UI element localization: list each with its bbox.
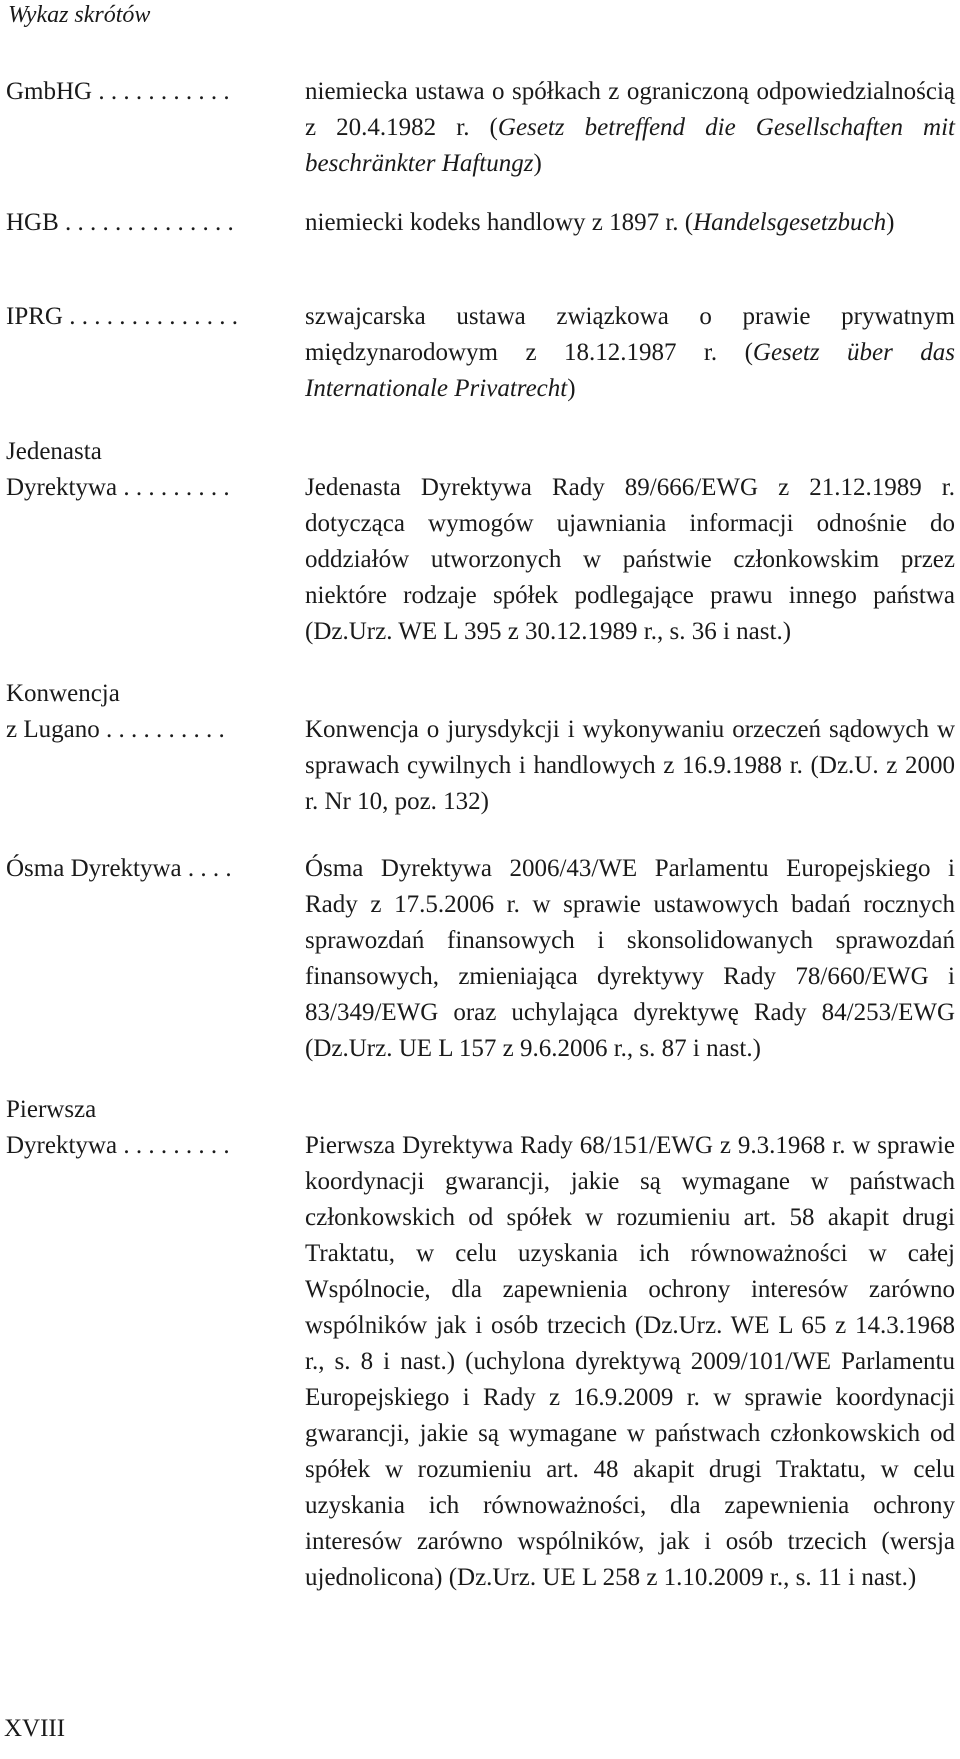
definition-text: niemiecki kodeks handlowy z 1897 r. (: [305, 209, 694, 236]
abbreviation-definition: [305, 205, 955, 241]
definition-text: Ósma Dyrektywa 2006/43/WE Parlamentu Europejskiego i Rady z 17.5.2006 r. w sprawie ustawowych badań rocznych sprawozdań finansowych i skonsolidowanych sprawozdań finansowych, zmieniająca dyrektywy Rady 78/660/EWG i 83/349/EWG oraz uchylająca dyrektywę Rady 84/253/EWG (Dz.Urz. UE L 157 z 9.6.2006 r., s. 87 i nast.): [305, 855, 955, 1062]
abbreviation-definition: [305, 74, 955, 182]
abbreviation-term: [6, 74, 278, 110]
abbreviation-definition: [305, 712, 955, 820]
term-line: HGB . . . . . . . . . . . . . .: [6, 209, 234, 236]
definition-text: Pierwsza Dyrektywa Rady 68/151/EWG z 9.3.1968 r. w sprawie koordynacji gwarancji, jakie są wymagane w państwach członkowskich od spółek w rozumieniu art. 58 akapit drugi Traktatu, w celu uzyskania ich równoważności w całej Wspólnocie, dla zapewnienia ochrony interesów zarówno wspólników jak i osób trzecich (Dz.Urz. WE L 65 z 14.3.1968 r., s. 8 i nast.) (uchylona dyrektywą 2009/101/WE Parlamentu Europejskiego i Rady z 16.9.2009 r. w sprawie koordynacji gwarancji, jakie są wymagane w państwach członkowskich od spółek w rozumieniu art. 48 akapit drugi Traktatu, w celu uzyskania ich równoważności, dla zapewnienia ochrony interesów zarówno wspólników, jak i osób trzecich (wersja ujednolicona) (Dz.Urz. UE L 258 z 1.10.2009 r., s. 11 i nast.): [305, 1132, 955, 1591]
definition-text: Konwencja o jurysdykcji i wykonywaniu orzeczeń sądowych w sprawach cywilnych i handlowych z 16.9.1988 r. (Dz.U. z 2000 r. Nr 10, poz. 132): [305, 716, 955, 815]
term-line: Ósma Dyrektywa . . . .: [6, 855, 232, 882]
term-line: IPRG . . . . . . . . . . . . . .: [6, 303, 238, 330]
term-line: Dyrektywa . . . . . . . . .: [6, 1132, 230, 1159]
definition-text: szwajcarska ustawa związkowa o prawie prywatnym międzynarodowym z 18.12.1987 r. (: [305, 303, 955, 366]
running-head: Wykaz skrótów: [8, 2, 151, 28]
abbreviation-term: [6, 205, 278, 241]
definition-original-title: Gesetz über das Internationale Privatrecht: [305, 339, 955, 402]
abbreviation-definition: [305, 851, 955, 1067]
abbreviation-term: [6, 1092, 278, 1164]
term-line: Dyrektywa . . . . . . . . .: [6, 474, 230, 501]
term-line: Konwencja: [6, 680, 120, 707]
abbreviation-definition: [305, 1128, 955, 1596]
term-line: GmbHG . . . . . . . . . . .: [6, 78, 230, 105]
term-line: Pierwsza: [6, 1096, 97, 1123]
abbreviation-definition: [305, 470, 955, 650]
term-line: z Lugano . . . . . . . . . .: [6, 716, 225, 743]
definition-text: Jedenasta Dyrektywa Rady 89/666/EWG z 21.12.1989 r. dotycząca wymogów ujawniania informacji odnośnie do oddziałów utworzonych w państwie członkowskim przez niektóre rodzaje spółek podlegające prawu innego państwa (Dz.Urz. WE L 395 z 30.12.1989 r., s. 36 i nast.): [305, 474, 955, 645]
abbreviation-term: [6, 676, 278, 748]
page-number: XVIII: [4, 1715, 66, 1742]
abbreviation-term: [6, 299, 278, 335]
abbreviation-definition: [305, 299, 955, 407]
definition-text-end: ): [886, 209, 895, 236]
definition-text-end: ): [533, 150, 542, 177]
definition-original-title: Gesetz betreffend die Gesellschaften mit beschränkter Haftungz: [305, 114, 955, 177]
term-line: Jedenasta: [6, 438, 102, 465]
definition-text: niemiecka ustawa o spółkach z ograniczoną odpowiedzialnością z 20.4.1982 r. (: [305, 78, 955, 141]
definition-text-end: ): [567, 375, 576, 402]
definition-original-title: Handelsgesetzbuch: [693, 209, 887, 236]
abbreviation-term: [6, 851, 278, 887]
abbreviation-term: [6, 434, 278, 506]
